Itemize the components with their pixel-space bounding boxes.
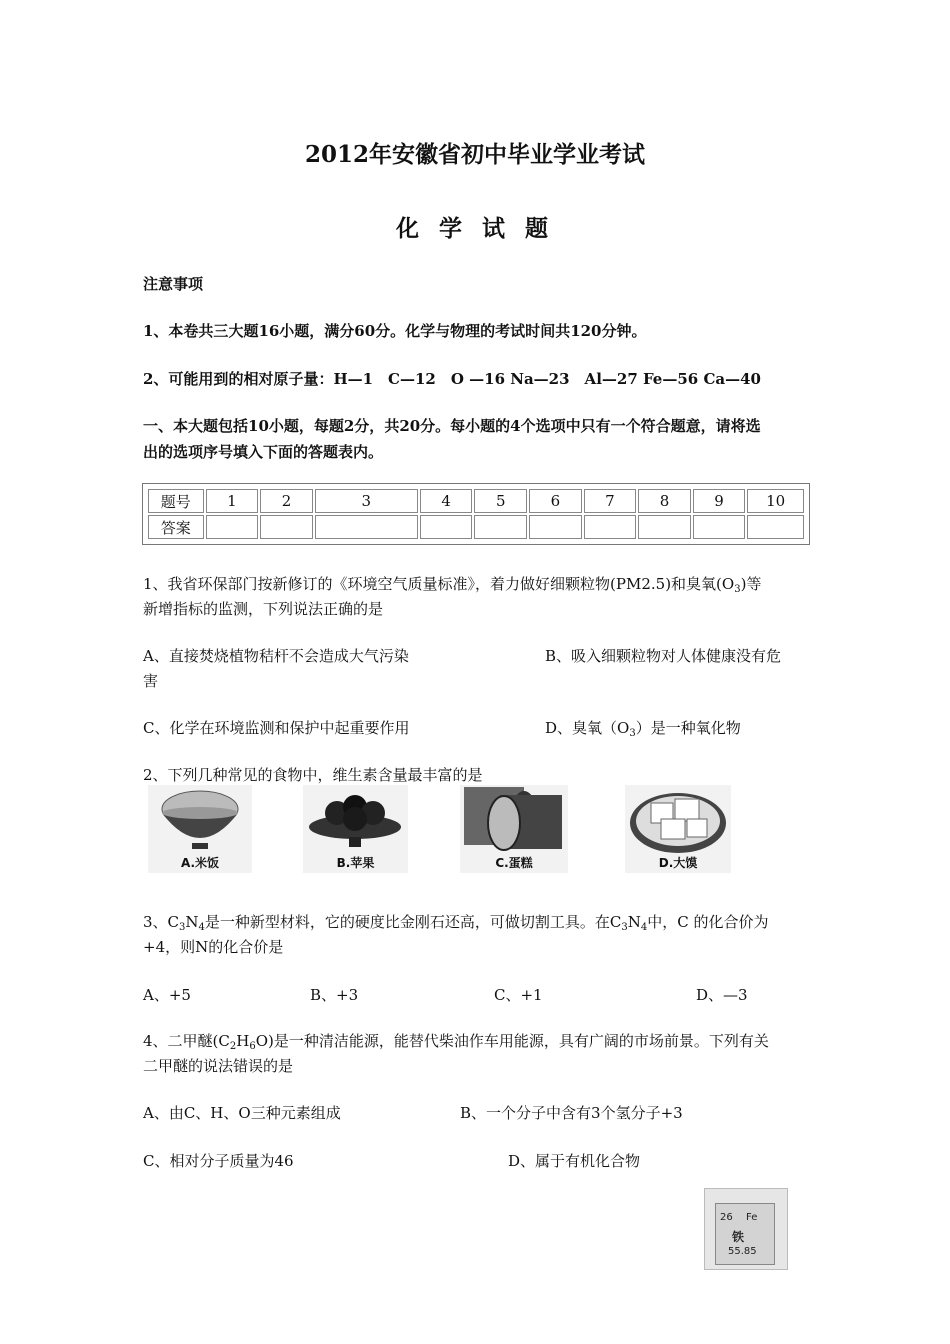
answer-cell[interactable] [206, 515, 259, 539]
answer-cell[interactable] [638, 515, 691, 539]
q1-option-c: C、化学在环境监测和保护中起重要作用 [143, 719, 410, 737]
q1-stem-line1: 1、我省环保部门按新修订的《环境空气质量标准》，着力做好细颗粒物(PM2.5)和臭氧$(O_3)$等 [143, 575, 762, 595]
q1-option-b-continued: 害 [143, 672, 159, 690]
answer-cell[interactable] [420, 515, 473, 539]
answer-row [148, 515, 804, 539]
q2-stem: 2、下列几种常见的食物中，维生素含量最丰富的是 [143, 766, 483, 784]
question-number-cell: 10 [747, 489, 804, 513]
answer-row-label: 答案 [148, 515, 204, 539]
question-number-cell: 9 [693, 489, 746, 513]
question-number-cell: 6 [529, 489, 582, 513]
q3-option-c: C、+1 [494, 986, 543, 1004]
q4-stem-line1: 4、二甲醚$(C_2H_6O)$是一种清洁能源，能替代柴油作车用能源，具有广阔的市场前景。下列有关 [143, 1032, 769, 1052]
question-number-cell: 8 [638, 489, 691, 513]
q1-option-d: D、臭氧$(O_3)$是一种氧化物 [545, 719, 741, 739]
food-image-apple [303, 785, 408, 873]
question-number-cell: 1 [206, 489, 259, 513]
section1-instruction-line1: 一、本大题包括10小题，每题2分，共20分。每小题的4个选项中只有一个符合题意，请将选 [143, 417, 761, 435]
question-number-cell: 2 [260, 489, 313, 513]
q4-stem-line2: 二甲醚的说法错误的是 [143, 1057, 294, 1075]
answer-cell[interactable] [693, 515, 746, 539]
notes-item-2: 2、可能用到的相对原子量：H—1 C—12 O —16 Na—23 Al—27 Fe—56 Ca—40 [143, 370, 761, 388]
element-atomic-mass: 55.85 [728, 1246, 757, 1257]
answer-cell[interactable] [260, 515, 313, 539]
q4-option-c: C、相对分子质量为46 [143, 1152, 294, 1170]
q3-stem-line1: 3、$C_3N_4$是一种新型材料，它的硬度比金刚石还高，可做切割工具。在$C_3N_4$中，C 的化合价为 [143, 913, 769, 933]
notes-item-1: 1、本卷共三大题16小题，满分60分。化学与物理的考试时间共120分钟。 [143, 322, 647, 340]
iron-element-tile [704, 1188, 788, 1270]
question-number-cell: 7 [584, 489, 637, 513]
steamed-bun-icon [625, 785, 731, 855]
question-number-cell: 3 [315, 489, 418, 513]
q1-stem-line2: 新增指标的监测，下列说法正确的是 [143, 600, 384, 618]
food-label-d: D.大馍 [658, 856, 698, 870]
element-tile-face [715, 1203, 775, 1265]
q4-option-d: D、属于有机化合物 [508, 1152, 641, 1170]
section1-instruction-line2: 出的选项序号填入下面的答题表内。 [143, 443, 384, 461]
food-label-b: B.苹果 [336, 856, 375, 870]
food-image-bun [625, 785, 731, 873]
question-number-row [148, 489, 804, 513]
cake-roll-icon [460, 785, 568, 855]
question-number-cell: 5 [474, 489, 527, 513]
answer-table [142, 483, 810, 545]
q3-option-d: D、—3 [696, 986, 748, 1004]
answer-cell[interactable] [474, 515, 527, 539]
answer-cell[interactable] [584, 515, 637, 539]
food-image-cake [460, 785, 568, 873]
element-symbol: Fe [746, 1212, 758, 1223]
q4-option-a: A、由C、H、O三种元素组成 [143, 1104, 341, 1122]
exam-subtitle: 化 学 试 题 [395, 215, 555, 242]
question-number-cell: 4 [420, 489, 473, 513]
element-atomic-number: 26 [720, 1212, 733, 1223]
exam-title: 2012年安徽省初中毕业学业考试 [304, 141, 645, 168]
q4-option-b: B、一个分子中含有3个氢分子+3 [460, 1104, 683, 1122]
food-label-a: A.米饭 [180, 856, 220, 870]
apple-plate-icon [303, 785, 408, 855]
question-row-label: 题号 [148, 489, 204, 513]
q1-option-a: A、直接焚烧植物秸杆不会造成大气污染 [143, 647, 409, 665]
q1-option-b: B、吸入细颗粒物对人体健康没有危 [545, 647, 782, 665]
food-label-c: C.蛋糕 [495, 856, 533, 870]
q3-stem-line2: +4，则N的化合价是 [143, 938, 284, 956]
q3-option-a: A、+5 [143, 986, 191, 1004]
answer-cell[interactable] [747, 515, 804, 539]
q3-option-b: B、+3 [310, 986, 359, 1004]
notes-heading: 注意事项 [143, 275, 204, 293]
element-name: 铁 [732, 1230, 745, 1244]
answer-cell[interactable] [315, 515, 418, 539]
rice-bowl-icon [148, 785, 252, 855]
answer-cell[interactable] [529, 515, 582, 539]
food-image-rice [148, 785, 252, 873]
